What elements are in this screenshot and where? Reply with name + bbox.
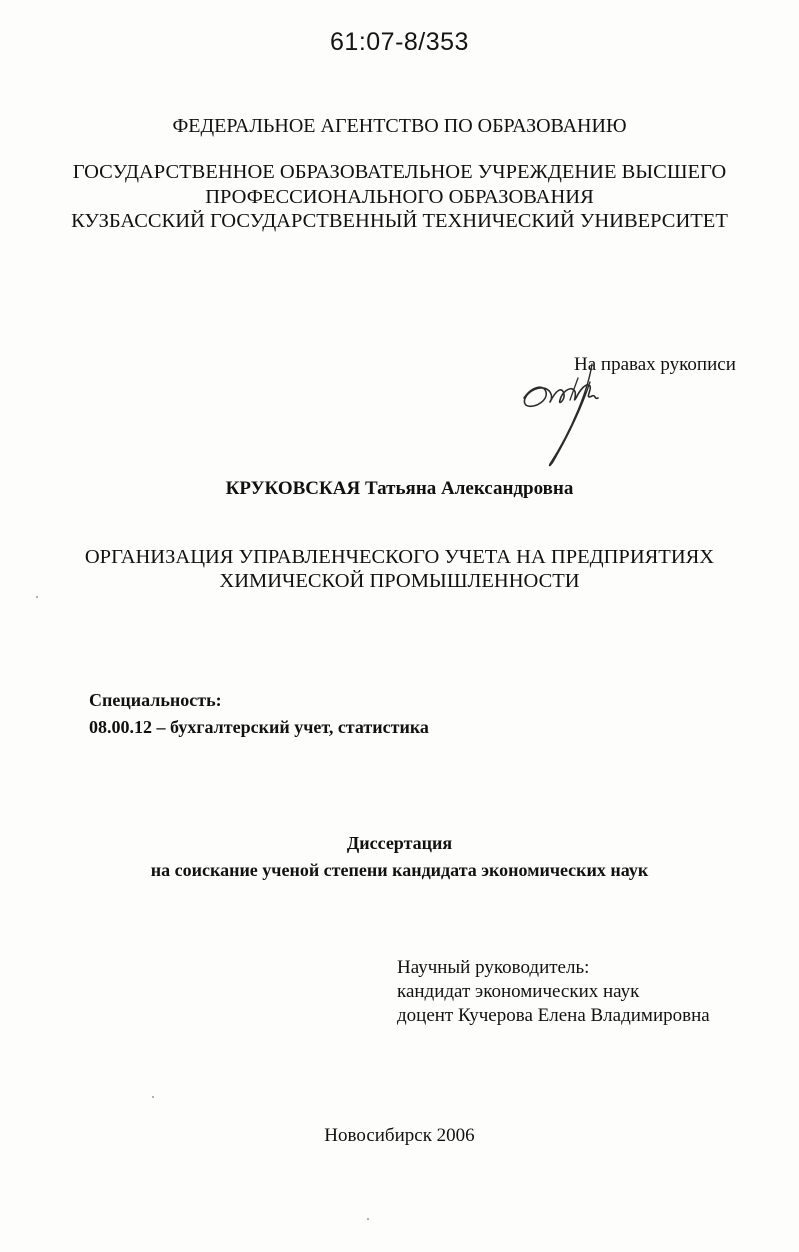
manuscript-note: На правах рукописи: [574, 354, 736, 375]
supervisor-line-3: доцент Кучерова Елена Владимировна: [397, 1005, 710, 1026]
institution-line-3: КУЗБАССКИЙ ГОСУДАРСТВЕННЫЙ ТЕХНИЧЕСКИЙ УНИВЕРСИТЕТ: [71, 210, 728, 232]
specialty-value: 08.00.12 – бухгалтерский учет, статистика: [89, 717, 429, 737]
topic-line-2: ХИМИЧЕСКОЙ ПРОМЫШЛЕННОСТИ: [219, 570, 580, 592]
scan-speck: [367, 1218, 369, 1220]
agency-name: ФЕДЕРАЛЬНОЕ АГЕНТСТВО ПО ОБРАЗОВАНИЮ: [172, 115, 627, 137]
scan-speck: [152, 1096, 154, 1098]
catalog-number: 61:07-8/353: [330, 28, 469, 56]
scan-speck: [36, 596, 38, 598]
signature-icon: [510, 360, 630, 480]
supervisor-line-2: кандидат экономических наук: [397, 981, 640, 1002]
dissertation-title: Диссертация: [346, 833, 453, 853]
topic-line-1: ОРГАНИЗАЦИЯ УПРАВЛЕНЧЕСКОГО УЧЕТА НА ПРЕДПРИЯТИЯХ: [84, 546, 715, 568]
author-name: КРУКОВСКАЯ Татьяна Александровна: [225, 478, 574, 499]
supervisor-line-1: Научный руководитель:: [397, 957, 590, 978]
dissertation-description: на соискание ученой степени кандидата экономических наук: [150, 860, 649, 880]
specialty-label: Специальность:: [89, 690, 222, 710]
city-year: Новосибирск 2006: [324, 1125, 475, 1146]
institution-line-1: ГОСУДАРСТВЕННОЕ ОБРАЗОВАТЕЛЬНОЕ УЧРЕЖДЕНИЕ ВЫСШЕГО: [72, 161, 727, 183]
institution-line-2: ПРОФЕССИОНАЛЬНОГО ОБРАЗОВАНИЯ: [205, 186, 594, 208]
